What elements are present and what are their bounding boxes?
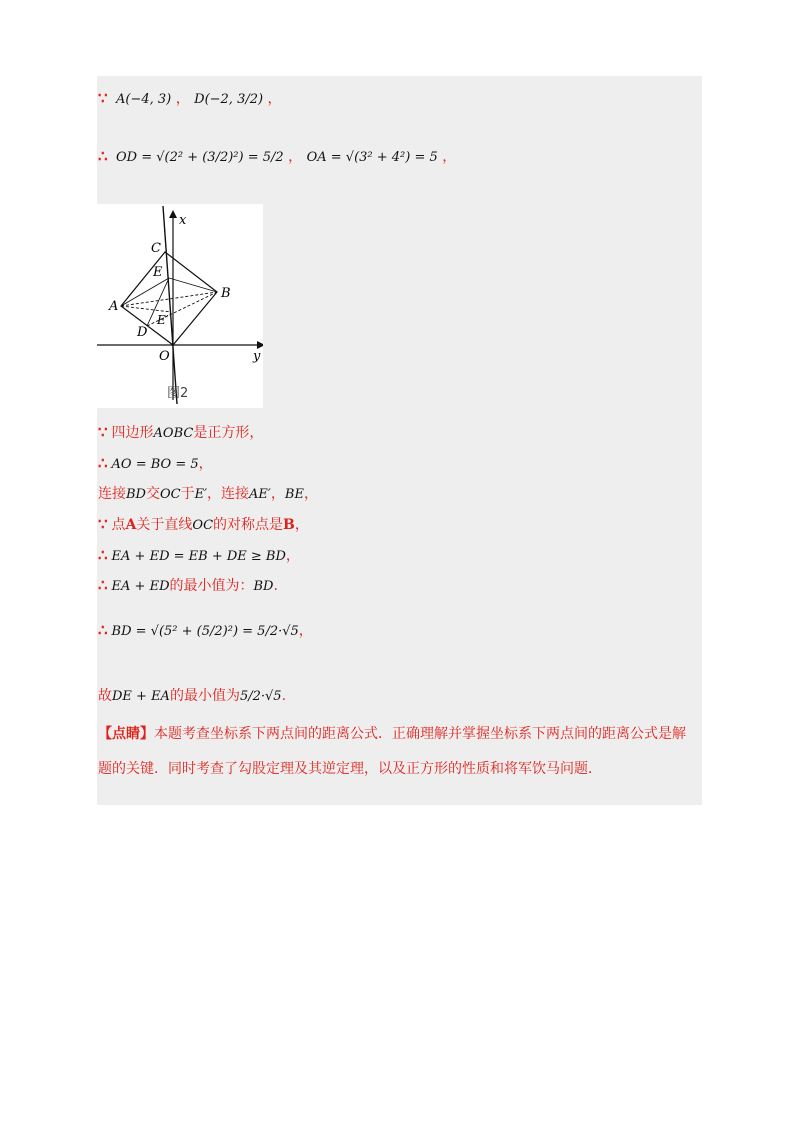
math: BD (126, 487, 146, 502)
label-y: y (253, 349, 261, 364)
because-symbol: ∵ (98, 89, 108, 107)
review-line-1 (98, 724, 686, 744)
symmetry-line (98, 514, 309, 536)
square-statement (98, 422, 263, 444)
text: 于 (180, 486, 195, 502)
point-a: A(−4, 3) (116, 92, 172, 107)
label-e: E (153, 265, 163, 280)
text: ， (285, 548, 300, 564)
math: BD = √(5² + (5/2)²) = 5/2·√5 (111, 624, 299, 639)
text: 故 (98, 688, 112, 704)
therefore-symbol: ∴ (98, 147, 108, 165)
review-line-2 (98, 759, 602, 779)
text: 的对称点是 (213, 517, 284, 533)
text: 四边形 (111, 425, 154, 441)
label-b: B (221, 286, 231, 301)
label-d: D (137, 325, 148, 340)
math: DE + EA (112, 689, 170, 704)
separator: ， (288, 149, 303, 165)
oa-expression: OA = √(3² + 4²) = 5 (306, 150, 438, 165)
geometry-diagram (97, 204, 263, 408)
therefore-symbol: ∴ (98, 576, 108, 594)
conclusion-line (98, 686, 286, 707)
connect-line (98, 484, 318, 505)
therefore-symbol: ∴ (98, 454, 108, 472)
minimum-line (98, 575, 278, 597)
math: EA + ED = EB + DE ≥ BD (111, 549, 286, 564)
separator: ， (442, 149, 457, 165)
therefore-symbol: ∴ (98, 546, 108, 564)
math: EA + ED (111, 579, 170, 594)
y-axis-arrow (257, 341, 263, 349)
figure-2 (97, 204, 263, 408)
separator: ， (175, 91, 190, 107)
text: . (281, 688, 287, 704)
point-a-label: A (125, 517, 137, 533)
review-text: 本题考查坐标系下两点间的距离公式．正确理解并掌握坐标系下两点间的距离公式是解 (154, 726, 686, 742)
text: ， (198, 456, 213, 472)
math: AO = BO = 5 (111, 457, 199, 472)
because-symbol: ∵ (98, 515, 108, 533)
text: 连接 (98, 486, 126, 502)
label-a: A (109, 299, 119, 314)
label-c: C (151, 241, 161, 256)
math: OC (192, 518, 214, 533)
given-points-line (98, 88, 282, 110)
inequality-line (98, 545, 300, 567)
x-axis-arrow (169, 210, 177, 218)
math: BD (253, 579, 274, 594)
point-b-label: B (283, 517, 295, 533)
therefore-symbol: ∴ (98, 621, 108, 639)
distance-line (98, 146, 456, 168)
separator: ， (267, 91, 282, 107)
text: ， (303, 486, 318, 502)
line-oc (163, 206, 177, 404)
text: 的最小值为： (169, 578, 254, 594)
text: ， (294, 517, 309, 533)
review-tag: 【点睛】 (98, 726, 154, 742)
text: 交 (145, 486, 160, 502)
math: BE (284, 487, 304, 502)
label-e-prime: E′ (157, 313, 169, 327)
point-d: D(−2, 3/2) (194, 92, 264, 107)
math: AOBC (153, 426, 194, 441)
min-value: 5/2·√5 (239, 689, 282, 704)
segment-eb (169, 278, 217, 292)
equal-sides-line (98, 453, 213, 475)
text: ，连接 (207, 486, 250, 502)
text: 关于直线 (136, 517, 193, 533)
math: AE′ (249, 487, 271, 502)
text: 点 (111, 517, 126, 533)
text: ， (298, 623, 313, 639)
label-o: O (159, 349, 170, 364)
text: . (273, 578, 278, 594)
text: 是正方形， (193, 425, 264, 441)
segment-ae (121, 278, 169, 306)
od-expression: OD = √(2² + (3/2)²) = 5/2 (116, 150, 284, 165)
label-x: x (179, 213, 187, 228)
figure-caption: 图2 (167, 386, 189, 401)
text: 的最小值为 (169, 688, 240, 704)
bd-value-line (98, 620, 313, 642)
math: OC (159, 487, 181, 502)
text: ， (270, 486, 285, 502)
review-text: 题的关键．同时考查了勾股定理及其逆定理，以及正方形的性质和将军饮马问题． (98, 761, 602, 777)
because-symbol: ∵ (98, 423, 108, 441)
math: E′ (194, 487, 208, 502)
